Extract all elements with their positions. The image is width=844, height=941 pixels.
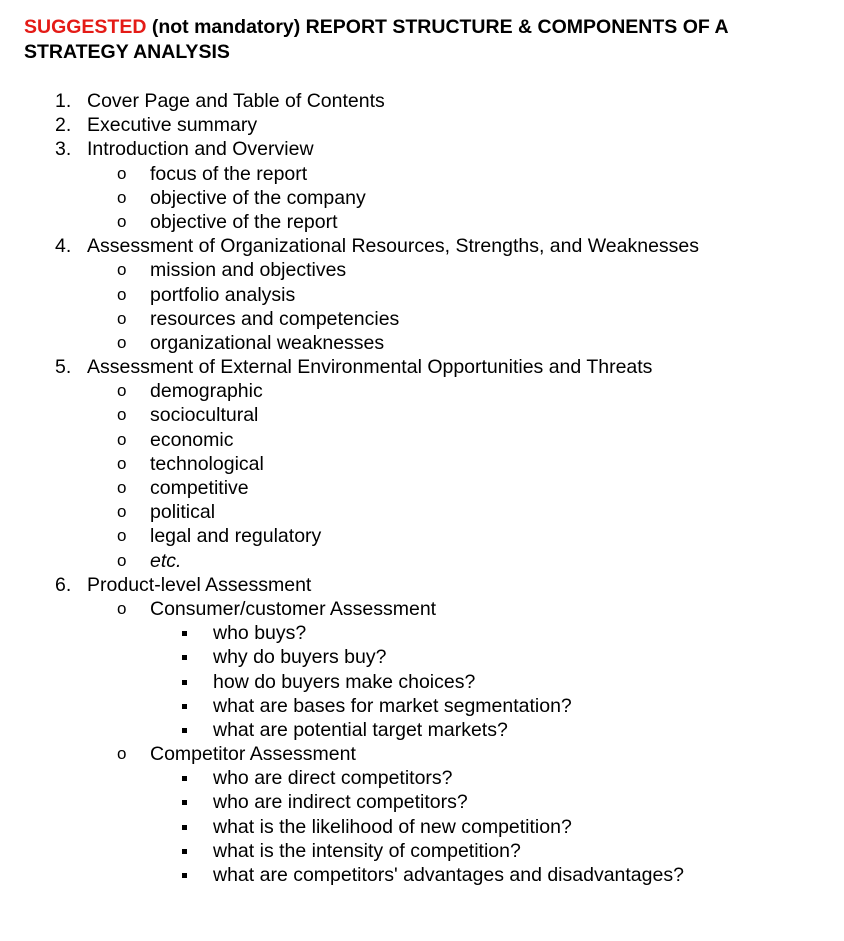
sub-item-label: resources and competencies	[150, 307, 400, 330]
outline-item	[0, 89, 844, 113]
sub-item	[0, 186, 844, 210]
hollow-bullet-icon: o	[117, 526, 127, 546]
item-label: Assessment of External Environmental Opportunities and Threats	[87, 356, 653, 379]
sub-sub-item	[0, 718, 844, 742]
hollow-bullet-icon: o	[117, 744, 127, 764]
sub-sub-item	[0, 621, 844, 645]
hollow-bullet-icon: o	[117, 260, 127, 280]
sub-sub-item-label: what is the intensity of competition?	[213, 839, 521, 862]
sub-item-label: demographic	[150, 380, 263, 403]
sub-item	[0, 524, 844, 548]
sub-sub-item-label: why do buyers buy?	[213, 646, 387, 669]
sub-item	[0, 500, 844, 524]
hollow-bullet-icon: o	[117, 453, 127, 473]
sub-item-label: competitive	[150, 477, 249, 499]
hollow-bullet-icon: o	[117, 381, 127, 401]
outline-item	[0, 355, 844, 379]
sub-sub-item-label: what are competitors' advantages and disadvantages?	[213, 864, 684, 886]
hollow-bullet-icon: o	[117, 284, 127, 304]
sub-item	[0, 283, 844, 307]
hollow-bullet-icon: o	[117, 187, 127, 207]
item-label: Introduction and Overview	[87, 138, 314, 161]
sub-sub-item-label: how do buyers make choices?	[213, 670, 476, 693]
outline-item	[0, 113, 844, 137]
sub-sub-item	[0, 645, 844, 669]
sub-item-label: technological	[150, 452, 264, 475]
sub-sub-item	[0, 815, 844, 839]
item-number: 5.	[55, 356, 72, 379]
item-number: 4.	[55, 235, 72, 258]
sub-item	[0, 331, 844, 355]
sub-item-label: focus of the report	[150, 162, 308, 185]
hollow-bullet-icon: o	[117, 308, 127, 328]
sub-item	[0, 597, 844, 621]
sub-item-label: legal and regulatory	[150, 525, 322, 548]
hollow-bullet-icon: o	[117, 598, 127, 618]
hollow-bullet-icon: o	[117, 332, 127, 352]
hollow-bullet-icon: o	[117, 478, 127, 497]
sub-sub-item-label: what are bases for market segmentation?	[213, 694, 572, 717]
heading-text: (not mandatory) REPORT STRUCTURE & COMPONENTS OF A STRATEGY ANALYSIS	[24, 16, 728, 63]
hollow-bullet-icon: o	[117, 211, 127, 231]
sub-item-label: etc.	[150, 549, 182, 572]
sub-sub-item-label: who buys?	[213, 622, 307, 645]
sub-item	[0, 162, 844, 186]
item-label: Executive summary	[87, 114, 258, 137]
item-label: Cover Page and Table of Contents	[87, 90, 385, 112]
document-heading	[24, 15, 824, 65]
hollow-bullet-icon: o	[117, 429, 127, 449]
sub-sub-item-label: who are indirect competitors?	[213, 791, 468, 814]
hollow-bullet-icon: o	[117, 163, 127, 183]
sub-sub-item	[0, 863, 844, 887]
sub-item	[0, 379, 844, 403]
sub-item-label: objective of the report	[150, 210, 338, 233]
sub-item-label: economic	[150, 428, 234, 451]
item-number: 3.	[55, 138, 72, 161]
sub-item-label: portfolio analysis	[150, 283, 296, 306]
sub-item	[0, 549, 844, 573]
sub-sub-item-label: what is the likelihood of new competition?	[213, 815, 572, 838]
hollow-bullet-icon: o	[117, 405, 127, 425]
sub-item	[0, 742, 844, 766]
sub-sub-item	[0, 790, 844, 814]
report-outline	[0, 89, 844, 887]
sub-sub-item	[0, 839, 844, 863]
sub-item	[0, 210, 844, 234]
item-number: 1.	[55, 90, 72, 112]
sub-item-label: political	[150, 501, 216, 524]
sub-item	[0, 452, 844, 476]
heading-accent: SUGGESTED	[24, 16, 147, 38]
sub-item	[0, 403, 844, 427]
item-label: Assessment of Organizational Resources, Strengths, and Weaknesses	[87, 235, 700, 258]
sub-item-label: mission and objectives	[150, 259, 347, 282]
hollow-bullet-icon: o	[117, 502, 127, 522]
sub-item	[0, 307, 844, 331]
item-label: Product-level Assessment	[87, 573, 312, 596]
sub-sub-item	[0, 694, 844, 718]
outline-item	[0, 573, 844, 597]
sub-item	[0, 258, 844, 282]
outline-item	[0, 137, 844, 161]
sub-sub-item	[0, 670, 844, 694]
sub-sub-item-label: what are potential target markets?	[213, 718, 508, 741]
sub-sub-item	[0, 766, 844, 790]
hollow-bullet-icon: o	[117, 550, 127, 570]
sub-item-label: organizational weaknesses	[150, 331, 385, 354]
sub-sub-item-label: who are direct competitors?	[213, 767, 453, 790]
sub-item-label: Competitor Assessment	[150, 743, 356, 766]
sub-item-label: sociocultural	[150, 404, 259, 427]
item-number: 2.	[55, 114, 72, 137]
sub-item	[0, 428, 844, 452]
outline-item	[0, 234, 844, 258]
sub-item-label: Consumer/customer Assessment	[150, 597, 437, 620]
item-number: 6.	[55, 573, 72, 596]
sub-item-label: objective of the company	[150, 186, 366, 209]
sub-item	[0, 476, 844, 500]
